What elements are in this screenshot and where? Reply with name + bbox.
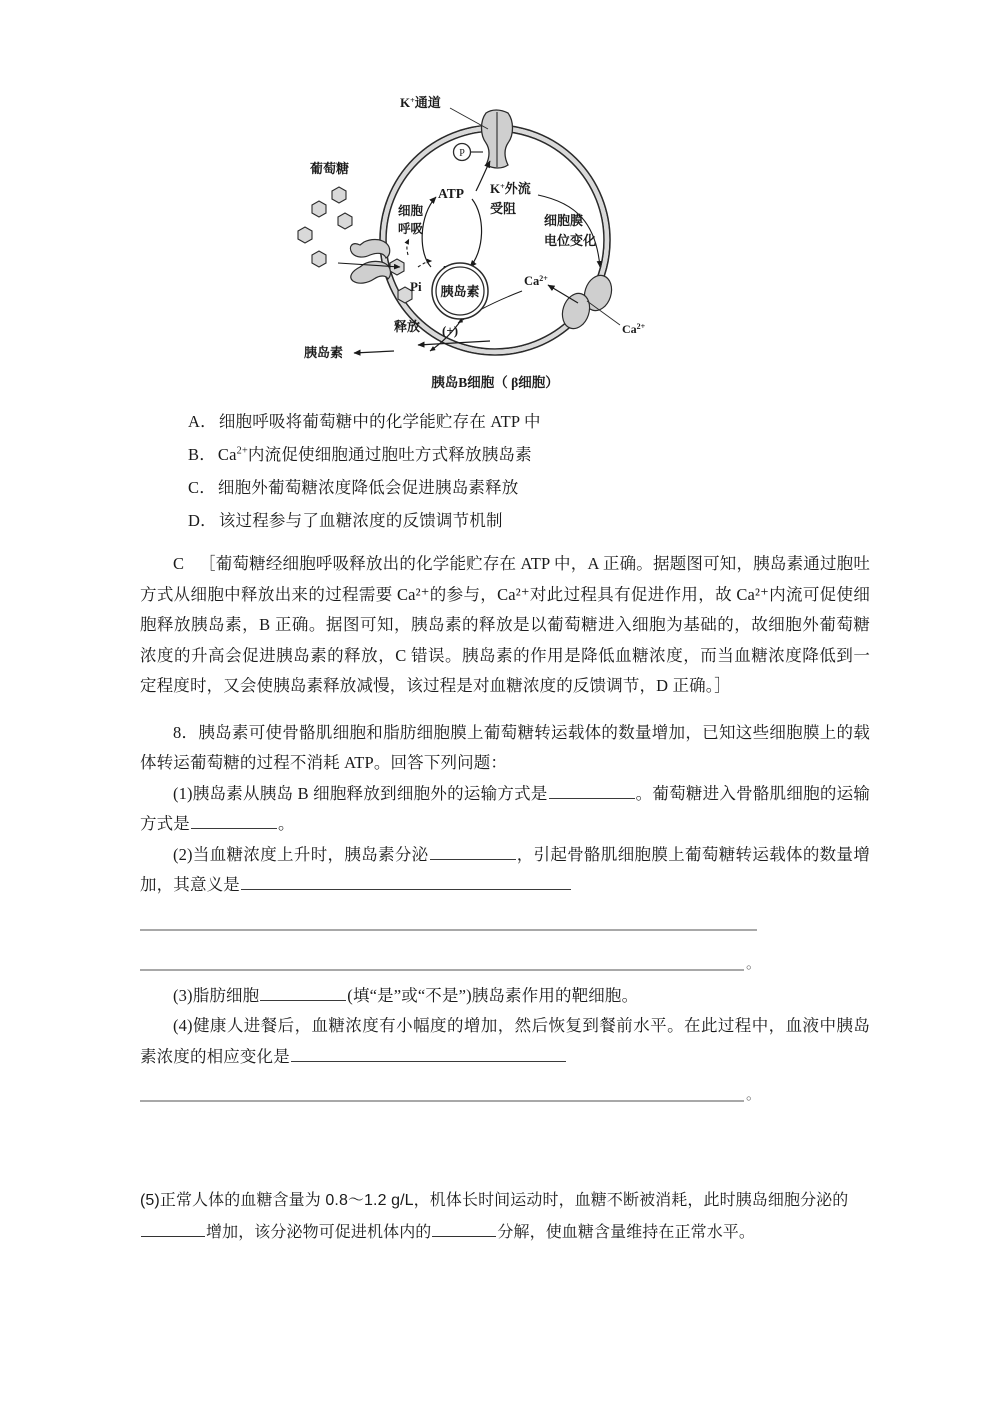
svg-text:胰岛素: 胰岛素 bbox=[440, 284, 480, 299]
q8-sub2 bbox=[140, 840, 870, 901]
q8-sub1 bbox=[140, 779, 870, 840]
period-mark: 。 bbox=[746, 1087, 762, 1103]
q8-sub2-answer-line-1 bbox=[140, 901, 870, 941]
insulin-vesicle-icon bbox=[432, 263, 488, 319]
q8-sub5-blank-2[interactable] bbox=[432, 1222, 496, 1237]
q8-sub2-answer-line-2 bbox=[140, 941, 870, 981]
q8-sub4-text-a: (4)健康人进餐后，血糖浓度有小幅度的增加，然后恢复到餐前水平。在此过程中，血液中胰岛素浓度的相应变化是 bbox=[140, 1016, 870, 1066]
question-body bbox=[140, 405, 870, 1112]
q8-sub3-blank[interactable] bbox=[260, 985, 346, 1001]
q8-sub3-text-a: (3)脂肪细胞 bbox=[173, 985, 260, 1005]
q8-sub1-text-a: (1)胰岛素从胰岛 B 细胞释放到细胞外的运输方式是 bbox=[173, 783, 548, 803]
q8-sub5-text-c: 分解，使血糖含量维持在正常水平。 bbox=[497, 1224, 756, 1241]
atp-label: ATP bbox=[438, 186, 464, 201]
option-d-label: D． bbox=[188, 511, 217, 530]
release-label: 释放 bbox=[394, 319, 421, 334]
q8-sub2-text-b: ，引起骨骼肌细胞膜上葡萄糖转运载体的数量增加，其意义是 bbox=[140, 844, 871, 894]
q8-sub2-blank-1[interactable] bbox=[430, 844, 516, 860]
option-b-label: B． bbox=[188, 445, 216, 464]
option-b-text: 内流促使细胞通过胞吐方式释放胰岛素 bbox=[247, 445, 532, 464]
q8-sub4 bbox=[140, 1011, 870, 1072]
calcium-channel-label: $Ca^{2+}$ bbox=[622, 322, 646, 336]
plus-sign-label: (+) bbox=[442, 323, 459, 338]
option-c-label: C． bbox=[188, 478, 216, 497]
option-b-superscript: 2+ bbox=[236, 445, 248, 457]
explanation-paragraph bbox=[140, 549, 870, 702]
q8-sub3 bbox=[140, 981, 870, 1012]
insulin-secretion-diagram bbox=[0, 95, 1000, 400]
question-8 bbox=[140, 718, 870, 1113]
svg-text:P: P bbox=[459, 148, 465, 159]
option-c bbox=[140, 471, 870, 504]
q8-sub3-text-b: (填“是”或“不是”)胰岛素作用的靶细胞。 bbox=[347, 985, 639, 1005]
option-b-prefix: Ca bbox=[217, 445, 237, 464]
q8-sub1-blank-2[interactable] bbox=[191, 813, 277, 829]
pi-label: Pi bbox=[410, 279, 422, 294]
svg-text:呼吸: 呼吸 bbox=[398, 222, 424, 236]
option-d bbox=[140, 504, 870, 537]
calcium-inside-label: $Ca^{2+}$ bbox=[524, 274, 548, 288]
figure-caption: 胰岛B细胞（ β细胞） bbox=[431, 375, 559, 390]
potassium-channel-icon bbox=[482, 110, 513, 168]
question-8-sub5 bbox=[140, 1185, 885, 1249]
svg-text:电位变化: 电位变化 bbox=[544, 233, 597, 248]
period-mark: 。 bbox=[746, 955, 762, 972]
option-a-label: A． bbox=[188, 412, 217, 431]
option-b bbox=[140, 438, 870, 471]
q8-sub2-blank-2[interactable] bbox=[241, 874, 571, 890]
q8-sub1-blank-1[interactable] bbox=[549, 783, 635, 799]
option-a-text: 细胞呼吸将葡萄糖中的化学能贮存在 ATP 中 bbox=[218, 412, 541, 431]
q8-sub2-text-a: (2)当血糖浓度上升时，胰岛素分泌 bbox=[173, 844, 429, 864]
k-channel-label: K+通道 bbox=[400, 95, 441, 110]
glucose-label: 葡萄糖 bbox=[310, 161, 350, 176]
cell-respiration-label: 细胞 bbox=[398, 204, 424, 218]
q8-sub1-text-b: 。葡萄糖进入骨骼肌细胞的运输方式是 bbox=[140, 783, 870, 833]
insulin-released-label: 胰岛素 bbox=[304, 345, 344, 360]
svg-text:受阻: 受阻 bbox=[490, 201, 517, 216]
q8-sub4-blank[interactable] bbox=[291, 1046, 566, 1062]
q8-sub5-text-b: 增加，该分泌物可促进机体内的 bbox=[206, 1224, 432, 1241]
answer-rule[interactable] bbox=[140, 1100, 744, 1102]
q8-sub5-text-a: (5)正常人体的血糖含量为 0.8～1.2 g/L，机体长时间运动时，血糖不断被消耗，此时胰岛细胞分泌的 bbox=[140, 1192, 849, 1209]
calcium-channel-icon bbox=[558, 272, 616, 332]
answer-rule[interactable] bbox=[140, 929, 757, 931]
k-efflux-blocked-label: K+外流 bbox=[490, 181, 531, 196]
q8-stem: 8．胰岛素可使骨骼肌细胞和脂肪细胞膜上葡萄糖转运载体的数量增加，已知这些细胞膜上的载体转运葡萄糖的过程不消耗 ATP。回答下列问题： bbox=[140, 722, 870, 772]
membrane-potential-label: 细胞膜 bbox=[544, 213, 584, 228]
answer-letter: C bbox=[173, 554, 185, 573]
option-c-text: 细胞外葡萄糖浓度降低会促进胰岛素释放 bbox=[217, 478, 519, 497]
option-a bbox=[140, 405, 870, 438]
phosphate-icon bbox=[454, 144, 484, 161]
q8-sub1-text-c: 。 bbox=[277, 814, 295, 833]
answer-rule[interactable] bbox=[140, 969, 744, 971]
beta-cell-figure-svg bbox=[290, 95, 710, 400]
explanation-text: ［葡萄糖经细胞呼吸释放出的化学能贮存在 ATP 中，A 正确。据题图可知，胰岛素通过胞吐方式从细胞中释放出来的过程需要 Ca²⁺的参与，Ca²⁺对此过程具有促进作用，故 Ca²⁺内流可促使细胞释放胰岛素，B 正确。据图可知，胰岛素的释放是以葡萄糖进入细胞为基础的，故细胞外葡萄糖浓度的升高会促进胰岛素的释放，C 错误。胰岛素的作用是降低血糖浓度，而当血糖浓度降低到一定程度时，又会使胰岛素释放减慢，该过程是对血糖浓度的反馈调节，D 正确。］ bbox=[140, 554, 870, 695]
q8-sub4-answer-line-1 bbox=[140, 1072, 870, 1112]
option-d-text: 该过程参与了血糖浓度的反馈调节机制 bbox=[218, 511, 503, 530]
q8-sub5-blank-1[interactable] bbox=[141, 1222, 205, 1237]
